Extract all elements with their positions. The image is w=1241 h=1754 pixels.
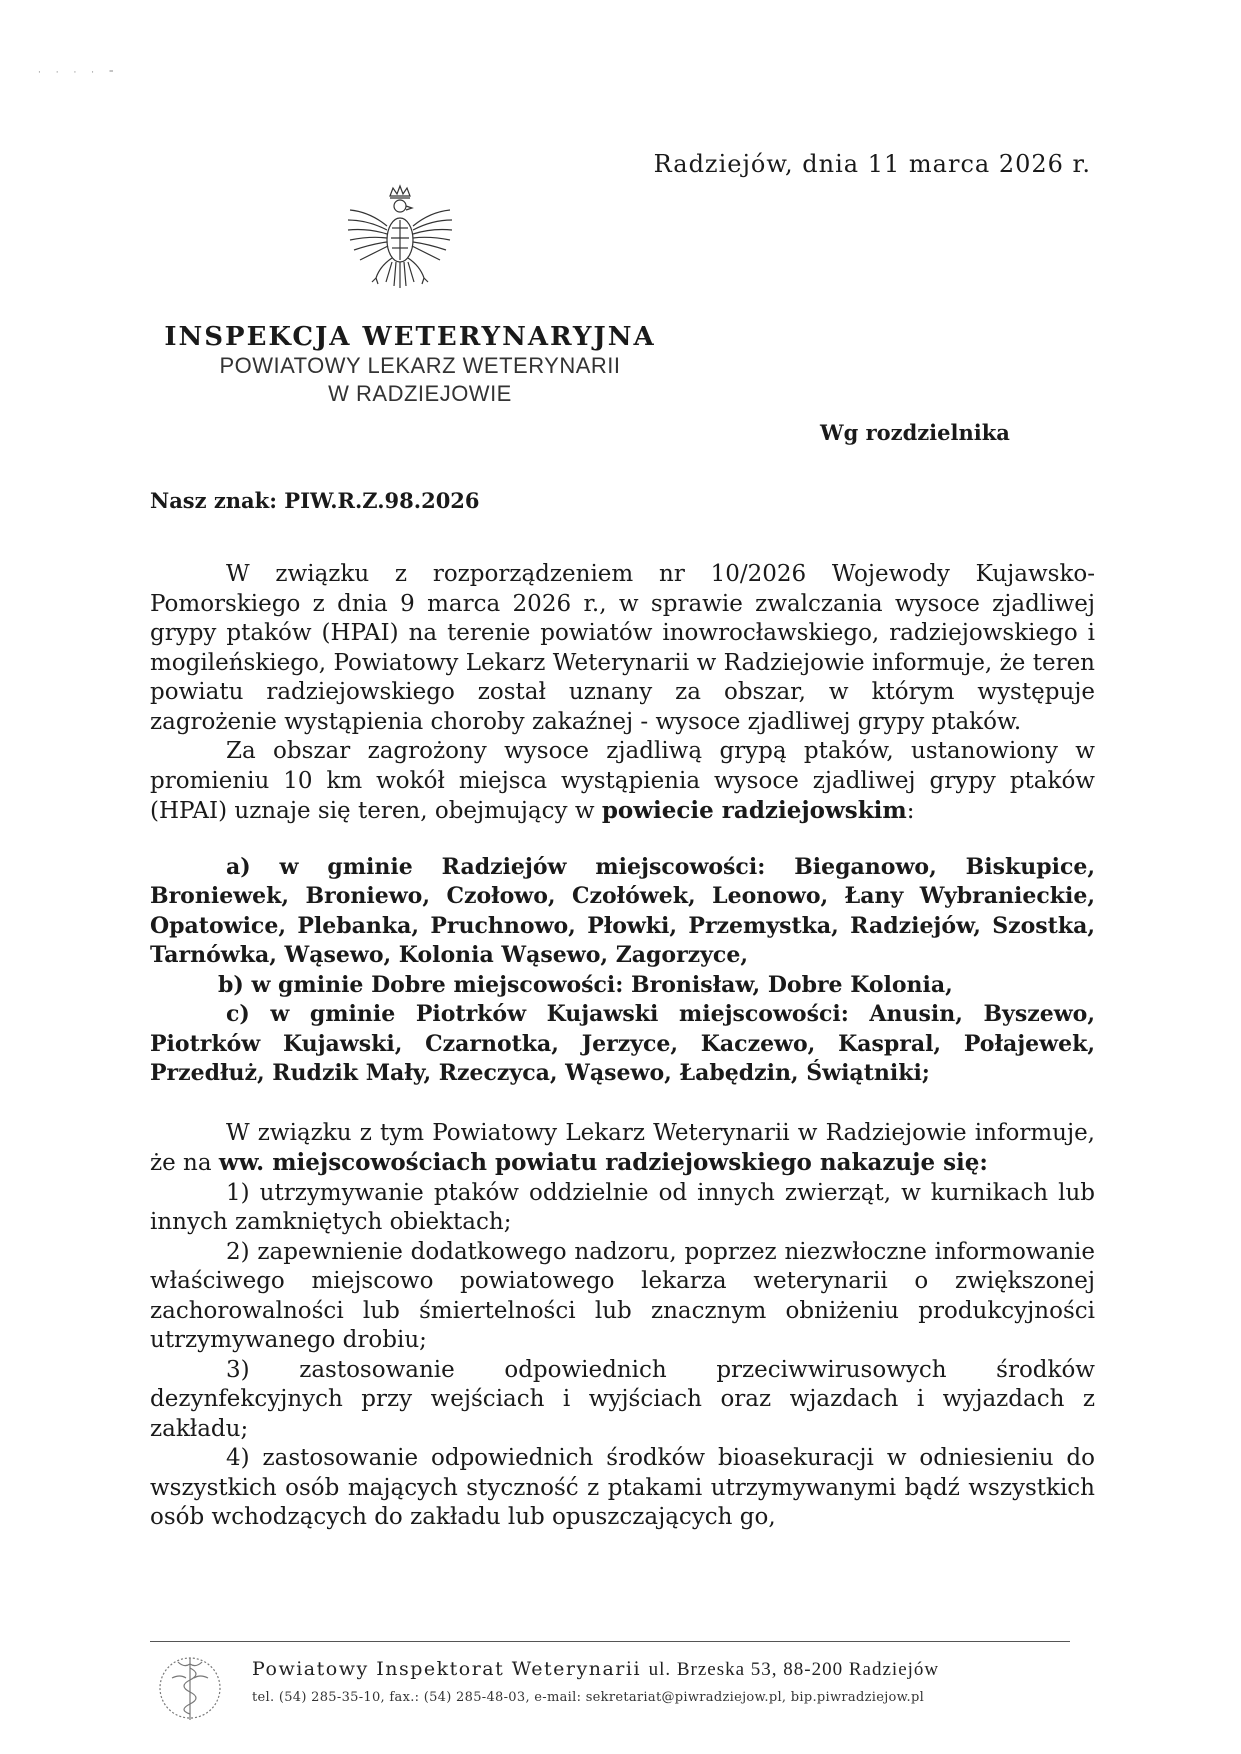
veterinary-emblem-icon <box>150 1648 230 1728</box>
reference-number: Nasz znak: PIW.R.Z.98.2026 <box>150 488 480 513</box>
paragraph-area <box>150 737 1095 827</box>
letter-body <box>150 560 1095 1533</box>
scan-artifact-marks: · · · · ⁼ <box>38 68 120 78</box>
paragraph-area-end: : <box>906 798 915 824</box>
footer-contact: tel. (54) 285-35-10, fax.: (54) 285-48-03, e-mail: sekretariat@piwradziejow.pl, bip.piwradziejow.pl <box>252 1690 925 1705</box>
eagle-emblem-icon <box>340 182 460 302</box>
recipient-line: Wg rozdzielnika <box>820 420 1010 445</box>
document-date: Radziejów, dnia 11 marca 2026 r. <box>653 150 1091 178</box>
institution-header <box>140 322 700 408</box>
paragraph-orders-intro <box>150 1119 1095 1179</box>
footer-divider <box>150 1641 1070 1642</box>
order-item: 3) zastosowanie odpowiednich przeciwwirusowych środków dezynfekcyjnych przy wejściach i wyjściach oraz wjazdach i wyjazdach z zakładu; <box>150 1356 1095 1442</box>
paragraph-intro: W związku z rozporządzeniem nr 10/2026 Wojewody Kujawsko-Pomorskiego z dnia 9 marca 2026 r., w sprawie zwalczania wysoce zjadliwej grypy ptaków (HPAI) na terenie powiatów inowrocławskiego, radziejowskiego i mogileńskiego, Powiatowy Lekarz Weterynarii w Radziejowie informuje, że teren powiatu radziejowskiego został uznany za obszar, w którym występuje zagrożenie wystąpienia choroby zakaźnej - wysoce zjadliwej grypy ptaków. <box>150 561 1095 735</box>
footer-address: ul. Brzeska 53, 88-200 Radziejów <box>648 1659 940 1680</box>
footer-institution-name: Powiatowy Inspektorat Weterynarii <box>252 1658 642 1680</box>
order-item: 4) zastosowanie odpowiednich środków bioasekuracji w odniesieniu do wszystkich osób mających styczność z ptakami utrzymywanymi bądź wszystkich osób wchodzących do zakładu lub opuszczających go, <box>150 1445 1095 1530</box>
institution-subtitle-line1: POWIATOWY LEKARZ WETERYNARII <box>219 353 621 378</box>
order-item: 2) zapewnienie dodatkowego nadzoru, poprzez niezwłoczne informowanie właściwego miejscowo powiatowego lekarza weterynarii o zwiększonej zachorowalności lub śmiertelności lub znacznym obniżeniu produkcyjności utrzymywanego drobiu; <box>150 1238 1095 1353</box>
paragraph-orders-bold: ww. miejscowościach powiatu radziejowskiego nakazuje się <box>218 1149 980 1176</box>
order-item: 1) utrzymywanie ptaków oddzielnie od innych zwierząt, w kurnikach lub innych zamkniętych obiektach; <box>150 1179 1095 1235</box>
paragraph-orders-text: W związku z tym Powiatowy Lekarz Weterynarii w Radziejowie informuje, że na <box>150 1119 1095 1176</box>
paragraph-orders-end: : <box>979 1149 988 1176</box>
footer-institution <box>252 1658 939 1681</box>
localities-item-a: a) w gminie Radziejów miejscowości: Bieganowo, Biskupice, Broniewek, Broniewo, Czołowo, Czołówek, Leonowo, Łany Wybranieckie, Opatowice, Plebanka, Pruchnowo, Płowki, Przemystka, Radziejów, Szostka, Tarnówka, Wąsewo, Kolonia Wąsewo, Zagorzyce, <box>150 853 1095 968</box>
institution-title: INSPEKCJA WETERYNARYJNA <box>164 322 656 352</box>
localities-list <box>150 853 1095 1089</box>
paragraph-area-text: Za obszar zagrożony wysoce zjadliwą grypą ptaków, ustanowiony w promieniu 10 km wokół miejsca wystąpienia wysoce zjadliwej grypy ptaków (HPAI) uznaje się teren, obejmujący w <box>150 738 1095 824</box>
paragraph-area-bold: powiecie radziejowskim <box>601 797 907 824</box>
institution-subtitle-line2: W RADZIEJOWIE <box>328 381 512 406</box>
localities-item-b: b) w gminie Dobre miejscowości: Bronisław, Dobre Kolonia, <box>218 971 953 998</box>
localities-item-c: c) w gminie Piotrków Kujawski miejscowości: Anusin, Byszewo, Piotrków Kujawski, Czarnotka, Jerzyce, Kaczewo, Kaspral, Połajewek, Przedłuż, Rudzik Mały, Rzeczyca, Wąsewo, Łabędzin, Świątniki; <box>150 1001 1095 1086</box>
